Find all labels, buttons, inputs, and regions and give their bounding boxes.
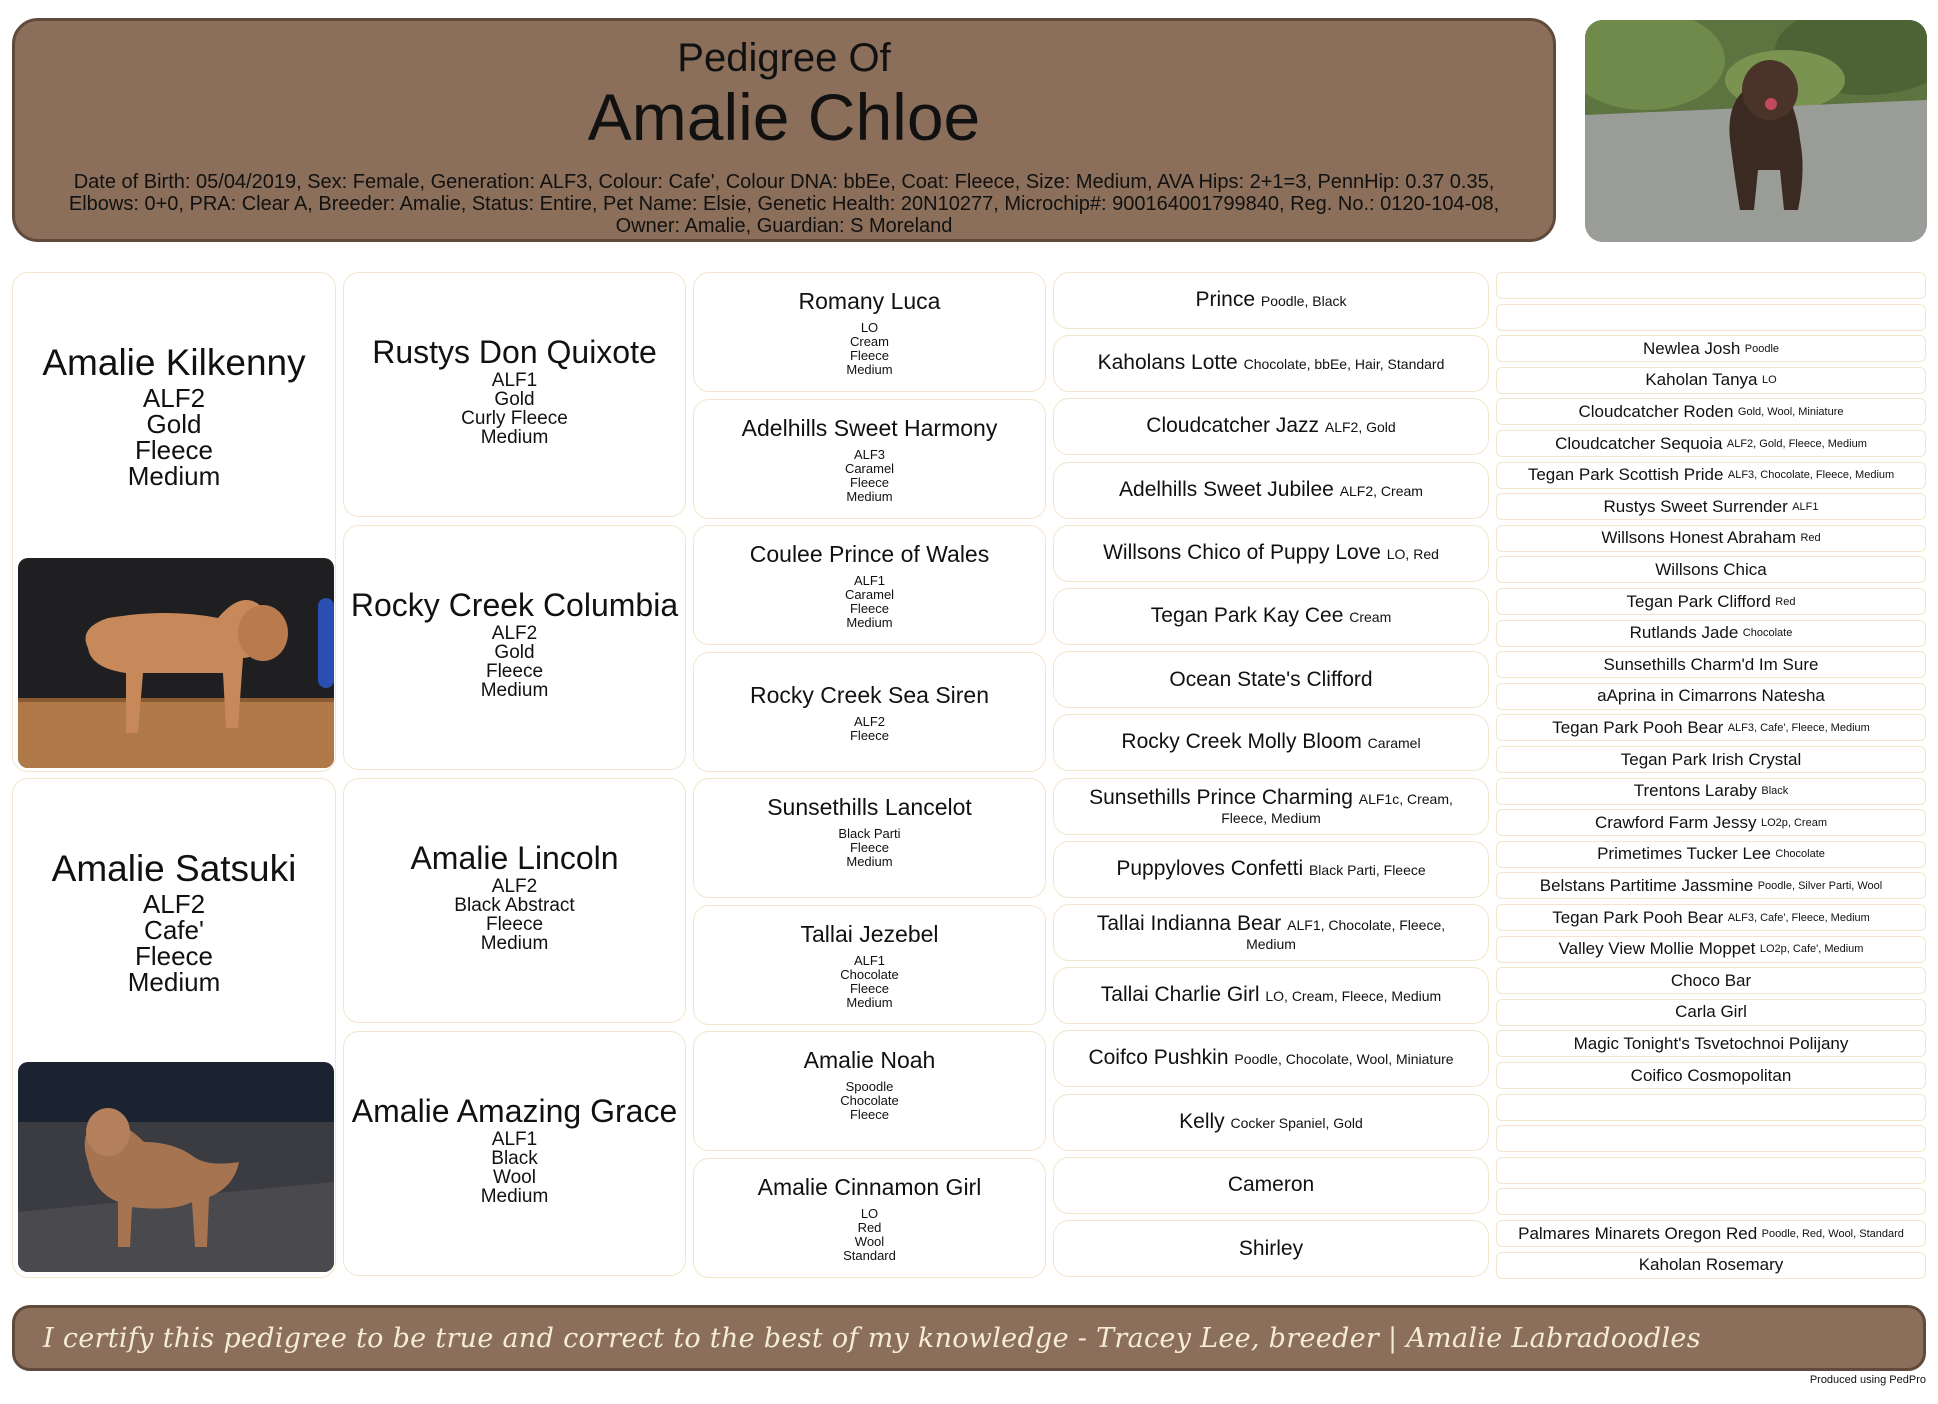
gen5-name: Cloudcatcher Sequoia (1555, 433, 1723, 453)
grandparent-attr: Fleece (485, 914, 544, 935)
gen4-name: Sunsethills Prince Charming (1089, 785, 1353, 809)
gen5-note: LO (1761, 374, 1777, 387)
great-grandparent-attr: Fleece (849, 840, 890, 855)
grandparent-card (343, 525, 686, 770)
gen5-name: aAprina in Cimarrons Natesha (1597, 686, 1825, 706)
gen4-line (1228, 1174, 1314, 1196)
gen5-name: Kaholan Tanya (1645, 370, 1758, 390)
gen4-card (1053, 335, 1489, 392)
gen5-card (1496, 335, 1926, 362)
gen5-note: Gold, Wool, Miniature (1737, 405, 1844, 418)
gen4-line (1088, 1047, 1453, 1070)
gen4-name: Ocean State's Clifford (1169, 667, 1373, 691)
gen5-card (1496, 967, 1926, 994)
gen5-card (1496, 904, 1926, 931)
parent-attr: Medium (127, 461, 221, 491)
gen4-note: LO, Red (1386, 545, 1439, 562)
gen5-name: Willsons Honest Abraham (1601, 528, 1796, 548)
header-details: Date of Birth: 05/04/2019, Sex: Female, Generation: ALF3, Colour: Cafe', Colour DNA: bbEe, Coat: Fleece, Size: Medium, AVA Hips: 2+1=3, PennHip: 0.37 0.35, Elbows: 0+0, PRA: Clear A, Breeder: Amalie, Status: Entire, Pet Name: Elsie, Genetic Health: 20N10277, Microchip#: 900164001799840, Reg. No.: 0120-104-08, Owner: Amalie, Guardian: S Moreland (68, 171, 1500, 237)
gen4-note: ALF2, Gold (1324, 419, 1396, 436)
great-grandparent-card (693, 272, 1046, 392)
gen4-card (1053, 398, 1489, 455)
gen5-note: Chocolate (1742, 627, 1793, 640)
grandparent-attr: Gold (494, 389, 535, 410)
gen4-line (1101, 984, 1441, 1007)
parent-attr: Cafe' (144, 915, 204, 945)
gen5-card (1496, 1094, 1926, 1121)
gen5-name: Magic Tonight's Tsvetochnoi Polijany (1573, 1033, 1849, 1053)
grandparent-name: Rocky Creek Columbia (350, 587, 679, 623)
great-grandparent-name: Romany Luca (798, 288, 941, 314)
produced-by-text: Produced using PedPro (1809, 1374, 1926, 1386)
gen5-name: Coifico Cosmopolitan (1630, 1065, 1792, 1085)
gen4-line (1098, 352, 1445, 375)
gen5-note: Poodle (1744, 342, 1780, 355)
parent-attr: ALF2 (142, 889, 206, 919)
gen5-card (1496, 430, 1926, 457)
grandparent-attr: Medium (480, 427, 549, 448)
gen4-name: Kelly (1179, 1109, 1225, 1133)
gen5-note: Red (1800, 532, 1821, 545)
great-grandparent-card (693, 525, 1046, 645)
gen5-card (1496, 746, 1926, 773)
gen4-note: Chocolate, bbEe, Hair, Standard (1243, 356, 1445, 373)
great-grandparent-attr: Fleece (849, 727, 890, 743)
gen5-card (1496, 1188, 1926, 1215)
great-grandparent-card (693, 399, 1046, 519)
gen5-card (1496, 714, 1926, 741)
great-grandparent-attr: Fleece (849, 601, 890, 616)
grandparent-name: Amalie Lincoln (410, 840, 619, 876)
great-grandparent-attr: Fleece (849, 474, 890, 490)
gen5-card (1496, 525, 1926, 552)
certification-text: I certify this pedigree to be true and correct to the best of my knowledge - Tracey Lee, breeder | Amalie Labradoodles (43, 1322, 1701, 1354)
great-grandparent-attr: Medium (846, 854, 893, 869)
gen4-note: Poodle, Black (1260, 293, 1347, 309)
gen4-name: Willsons Chico of Puppy Love (1103, 540, 1381, 564)
gen5-note: Chocolate (1775, 848, 1825, 861)
grandparent-attr: ALF1 (491, 1129, 538, 1150)
great-grandparent-card (693, 1158, 1046, 1278)
gen4-name: Shirley (1238, 1236, 1304, 1260)
gen5-name: Trentons Laraby (1633, 781, 1757, 801)
great-grandparent-attr: Wool (854, 1233, 885, 1249)
gen5-card (1496, 841, 1926, 868)
gen4-name: Tegan Park Kay Cee (1150, 604, 1344, 627)
grandparent-attr: Medium (480, 933, 549, 954)
gen5-note: Red (1775, 595, 1796, 608)
gen5-card (1496, 398, 1926, 425)
gen4-line (1151, 605, 1391, 628)
great-grandparent-name: Tallai Jezebel (800, 920, 939, 947)
great-grandparent-card (693, 778, 1046, 898)
gen4-name: Kaholans Lotte (1097, 351, 1238, 375)
gen5-name: Valley View Mollie Moppet (1558, 939, 1756, 959)
great-grandparent-attr: Chocolate (840, 1093, 899, 1108)
grandparent-attr: ALF2 (491, 623, 538, 644)
gen4-note: ALF1, Chocolate, Fleece, (1287, 917, 1446, 933)
gen5-name: Willsons Chica (1655, 559, 1767, 579)
gen4-line (1179, 1111, 1363, 1134)
gen5-name: Cloudcatcher Roden (1578, 401, 1734, 421)
parent-name: Amalie Satsuki (51, 848, 297, 889)
grandparent-card (343, 778, 686, 1023)
certification-footer (12, 1305, 1926, 1371)
gen5-name: Kaholan Rosemary (1638, 1255, 1784, 1275)
gen5-note: Black (1761, 785, 1789, 798)
great-grandparent-name: Amalie Cinnamon Girl (757, 1173, 982, 1200)
grandparent-name: Amalie Amazing Grace (351, 1093, 678, 1129)
grandparent-attr: ALF1 (491, 370, 538, 391)
great-grandparent-name: Amalie Noah (803, 1047, 936, 1073)
gen5-name: Primetimes Tucker Lee (1597, 844, 1771, 864)
gen4-line (1103, 542, 1439, 565)
grandparent-attr: Fleece (485, 661, 544, 682)
gen4-name: Cloudcatcher Jazz (1146, 414, 1320, 438)
great-grandparent-attr: Fleece (849, 348, 890, 363)
great-grandparent-name: Rocky Creek Sea Siren (749, 681, 990, 708)
gen5-card (1496, 556, 1926, 583)
gen5-note: LO2p, Cream (1760, 816, 1827, 829)
gen4-card (1053, 1220, 1489, 1277)
gen4-note: Black Parti, Fleece (1308, 861, 1426, 878)
great-grandparent-attr: ALF3 (853, 446, 886, 462)
gen4-note: LO, Cream, Fleece, Medium (1265, 988, 1442, 1005)
gen5-card (1496, 620, 1926, 647)
gen4-card (1053, 1030, 1489, 1087)
grandparent-attr: Medium (480, 1186, 549, 1207)
gen4-name: Adelhills Sweet Jubilee (1119, 477, 1334, 501)
gen5-card (1496, 1220, 1926, 1247)
gen4-note: Cocker Spaniel, Gold (1230, 1114, 1363, 1131)
gen4-card (1053, 1157, 1489, 1214)
gen5-note: ALF3, Chocolate, Fleece, Medium (1727, 469, 1895, 482)
gen4-card (1053, 778, 1489, 835)
gen5-name: Tegan Park Clifford (1626, 591, 1771, 611)
gen4-name: Tallai Indianna Bear (1096, 912, 1282, 935)
gen4-name: Rocky Creek Molly Bloom (1121, 730, 1362, 754)
gen5-card (1496, 872, 1926, 899)
gen5-name: Newlea Josh (1642, 338, 1741, 358)
gen5-card (1496, 272, 1926, 299)
gen4-line (1097, 913, 1445, 936)
grandparent-name: Rustys Don Quixote (372, 334, 657, 370)
gen5-card (1496, 1125, 1926, 1152)
great-grandparent-attr: Medium (846, 615, 893, 630)
gen4-line (1119, 479, 1423, 502)
gen4-note: ALF2, Cream (1339, 482, 1423, 499)
gen4-line (1089, 787, 1453, 810)
grandparent-card (343, 272, 686, 517)
gen4-card (1053, 272, 1489, 329)
gen5-card (1496, 936, 1926, 963)
header-dog-name: Amalie Chloe (587, 80, 981, 154)
great-grandparent-attr: Chocolate (840, 966, 899, 982)
dam-photo (18, 1062, 334, 1272)
gen5-card (1496, 1030, 1926, 1057)
great-grandparent-card (693, 905, 1046, 1025)
gen4-card (1053, 967, 1489, 1024)
gen5-name: Sunsethills Charm'd Im Sure (1603, 654, 1819, 674)
gen4-line (1116, 858, 1425, 881)
great-grandparent-attr: LO (860, 320, 879, 335)
great-grandparent-name: Coulee Prince of Wales (749, 541, 990, 567)
gen5-card (1496, 493, 1926, 520)
gen5-card (1496, 588, 1926, 615)
grandparent-attr: Curly Fleece (461, 408, 568, 429)
gen5-card (1496, 651, 1926, 678)
grandparent-attr: Medium (480, 680, 549, 701)
gen5-card (1496, 683, 1926, 710)
gen5-card (1496, 1252, 1926, 1279)
gen5-note: ALF2, Gold, Fleece, Medium (1726, 437, 1867, 450)
grandparent-attr: ALF2 (491, 876, 538, 897)
great-grandparent-name: Adelhills Sweet Harmony (741, 414, 998, 441)
gen5-card (1496, 999, 1926, 1026)
gen5-card (1496, 778, 1926, 805)
gen4-line (1146, 415, 1395, 438)
gen4-note: ALF1c, Cream, (1358, 790, 1453, 807)
grandparent-card (343, 1031, 686, 1276)
gen4-line (1239, 1238, 1303, 1260)
great-grandparent-attr: ALF1 (853, 952, 886, 968)
gen4-name: Tallai Charlie Girl (1100, 983, 1260, 1007)
parent-attr: Medium (127, 967, 221, 997)
gen4-line (1121, 731, 1420, 754)
grandparent-attr: Black (491, 1148, 538, 1169)
grandparent-attr: Gold (494, 642, 535, 663)
gen5-note: ALF3, Cafe', Fleece, Medium (1727, 721, 1870, 734)
gen5-name: Rustys Sweet Surrender (1603, 496, 1788, 516)
parent-attr: Fleece (134, 435, 214, 465)
subject-dog-photo (1585, 20, 1927, 242)
great-grandparent-card (693, 1031, 1046, 1151)
gen5-card (1496, 809, 1926, 836)
gen5-name: Palmares Minarets Oregon Red (1518, 1223, 1758, 1243)
gen4-name: Prince (1195, 288, 1256, 311)
gen4-note: Caramel (1367, 735, 1421, 752)
gen4-card (1053, 904, 1489, 961)
great-grandparent-attr: Black Parti (838, 826, 901, 841)
gen5-name: Carla Girl (1675, 1002, 1747, 1022)
great-grandparent-attr: Cream (849, 334, 889, 349)
great-grandparent-attr: Fleece (849, 1107, 890, 1122)
gen5-card (1496, 1157, 1926, 1184)
parent-attr: Gold (146, 409, 202, 439)
header-pre-title: Pedigree Of (677, 36, 891, 80)
gen4-name: Puppyloves Confetti (1116, 856, 1304, 880)
great-grandparent-card (693, 652, 1046, 772)
gen5-note: Poodle, Red, Wool, Standard (1761, 1227, 1904, 1240)
great-grandparent-attr: LO (860, 1205, 879, 1221)
grandparent-attr: Wool (493, 1167, 536, 1188)
gen5-note: ALF1 (1792, 500, 1819, 513)
gen5-card (1496, 462, 1926, 489)
gen5-name: Crawford Farm Jessy (1594, 812, 1757, 832)
gen4-line (1169, 669, 1372, 691)
gen4-note-cont: Fleece, Medium (1221, 809, 1321, 826)
gen5-note: ALF3, Cafe', Fleece, Medium (1727, 911, 1870, 924)
gen5-name: Tegan Park Pooh Bear (1552, 717, 1724, 737)
gen5-note: LO2p, Cafe', Medium (1759, 943, 1864, 956)
great-grandparent-attr: ALF1 (853, 573, 886, 588)
great-grandparent-attr: Fleece (849, 980, 890, 996)
gen5-name: Choco Bar (1670, 970, 1752, 990)
gen4-card (1053, 1094, 1489, 1151)
gen5-name: Rutlands Jade (1629, 623, 1739, 643)
great-grandparent-attr: ALF2 (853, 713, 886, 729)
parent-name: Amalie Kilkenny (42, 342, 306, 383)
parent-attr: ALF2 (142, 383, 206, 413)
gen5-card (1496, 367, 1926, 394)
gen5-card (1496, 304, 1926, 331)
gen4-note-cont: Medium (1246, 936, 1296, 952)
sire-photo (18, 558, 334, 768)
gen5-name: Tegan Park Irish Crystal (1620, 749, 1802, 769)
gen4-card (1053, 714, 1489, 771)
gen4-card (1053, 651, 1489, 708)
great-grandparent-attr: Standard (843, 1247, 896, 1263)
gen4-card (1053, 462, 1489, 519)
great-grandparent-attr: Caramel (844, 587, 895, 602)
great-grandparent-attr: Red (857, 1219, 882, 1235)
gen4-name: Cameron (1227, 1173, 1315, 1197)
gen4-line (1196, 289, 1347, 312)
gen5-name: Tegan Park Pooh Bear (1552, 907, 1724, 927)
gen4-note: Poodle, Chocolate, Wool, Miniature (1234, 1051, 1454, 1068)
great-grandparent-name: Sunsethills Lancelot (767, 794, 972, 820)
grandparent-attr: Black Abstract (454, 895, 575, 916)
great-grandparent-attr: Spoodle (845, 1079, 894, 1094)
pedigree-header (12, 18, 1556, 242)
great-grandparent-attr: Medium (846, 488, 893, 504)
gen4-card (1053, 525, 1489, 582)
gen4-name: Coifco Pushkin (1088, 1046, 1229, 1070)
gen4-note: Cream (1349, 609, 1392, 625)
gen4-card (1053, 841, 1489, 898)
gen5-name: Tegan Park Scottish Pride (1527, 465, 1724, 485)
great-grandparent-attr: Caramel (844, 460, 895, 476)
parent-attr: Fleece (134, 941, 214, 971)
gen4-card (1053, 588, 1489, 645)
gen5-name: Belstans Partitime Jassmine (1539, 875, 1754, 895)
great-grandparent-attr: Medium (846, 362, 893, 377)
gen5-note: Poodle, Silver Parti, Wool (1757, 879, 1883, 892)
great-grandparent-attr: Medium (846, 994, 893, 1010)
gen5-card (1496, 1062, 1926, 1089)
